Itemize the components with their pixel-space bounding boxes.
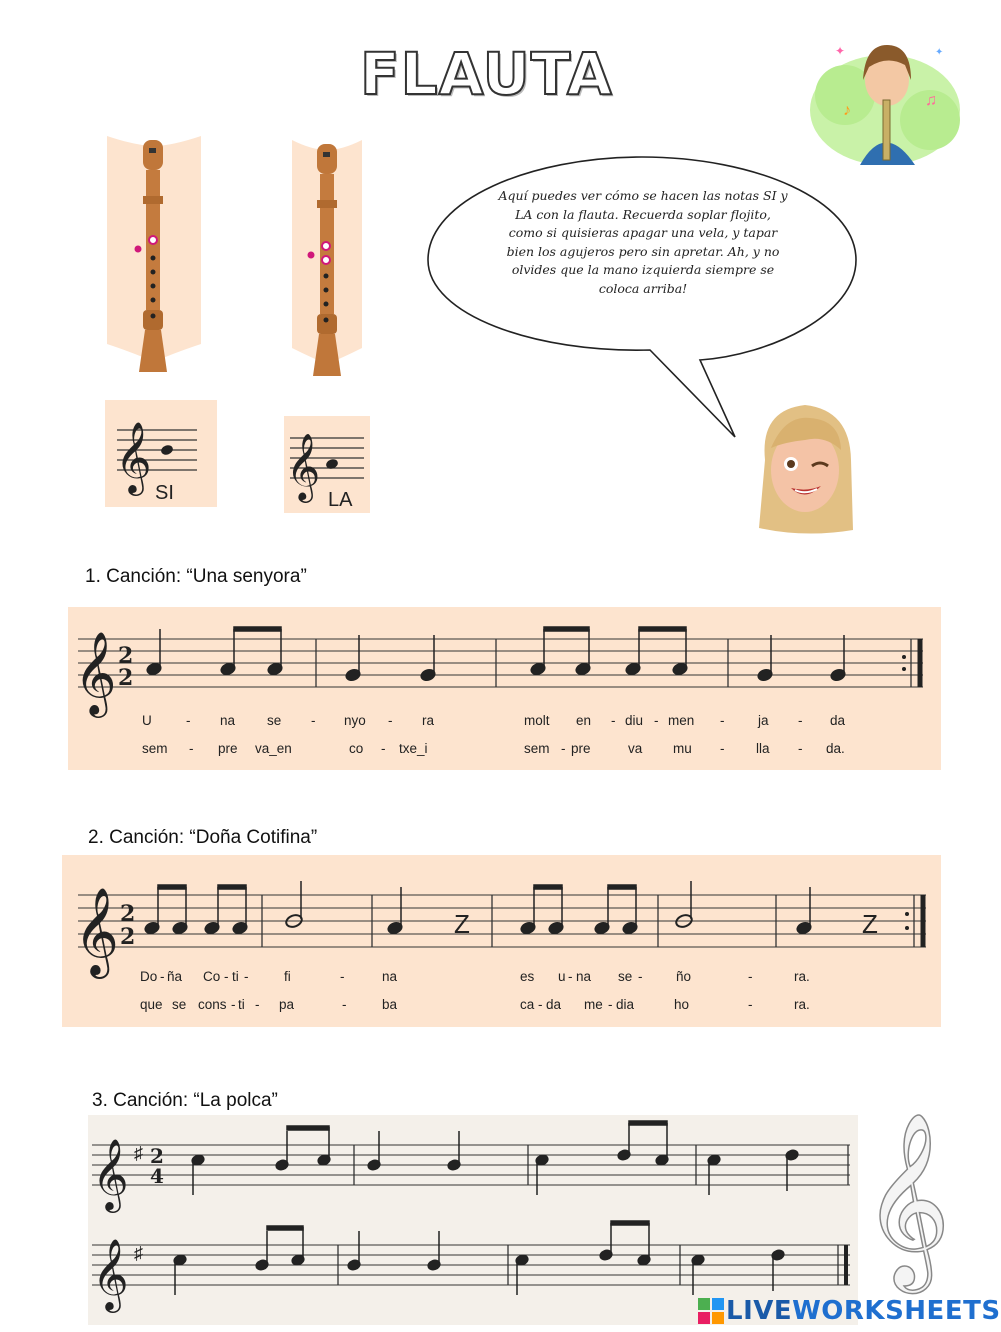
lyric: -	[231, 997, 236, 1012]
lyric: -	[186, 713, 191, 728]
lyric: -	[255, 997, 260, 1012]
lyric: -	[538, 997, 543, 1012]
treble-clef-icon	[862, 1112, 951, 1286]
lyric: que	[140, 997, 163, 1012]
lyric: -	[798, 741, 803, 756]
lyric: -	[748, 997, 753, 1012]
treble-clef-icon: 𝄞	[115, 420, 152, 493]
lyric: -	[748, 969, 753, 984]
lyric: ña	[167, 969, 183, 984]
svg-text:♫: ♫	[925, 92, 937, 109]
svg-text:✦: ✦	[835, 44, 846, 58]
song-1-staff	[68, 607, 941, 714]
time-signature-top: 2	[118, 643, 134, 669]
lyric: na	[220, 713, 236, 728]
lyric: -	[381, 741, 386, 756]
lyric: men	[668, 713, 695, 728]
song-2-staff	[62, 855, 941, 975]
girl-avatar-icon	[755, 400, 857, 535]
treble-clef-icon: 𝄞	[92, 1137, 129, 1210]
logo-icon	[698, 1298, 724, 1324]
lyric: -	[720, 741, 725, 756]
lyric: ho	[674, 997, 690, 1012]
song-2-title: 2. Canción: “Doña Cotifina”	[88, 827, 318, 848]
lyric: na	[576, 969, 592, 984]
time-signature-top: 2	[120, 901, 136, 927]
time-signature-bottom: 4	[150, 1164, 164, 1188]
lyric: ti	[232, 969, 239, 984]
recorder-la-panel	[292, 130, 362, 385]
svg-text:✦: ✦	[935, 47, 944, 58]
lyric: -	[311, 713, 316, 728]
song-1-title: 1. Canción: “Una senyora”	[85, 566, 307, 587]
treble-clef-icon: 𝄞	[74, 886, 119, 975]
lyric: -	[568, 969, 573, 984]
lyric: ra.	[794, 969, 810, 984]
lyric: co	[349, 741, 364, 756]
note-si-card	[105, 400, 217, 507]
note-la-card	[284, 416, 370, 513]
lyric: va_en	[255, 741, 292, 756]
lyric: se	[267, 713, 282, 728]
lyric: ti	[238, 997, 245, 1012]
note-la-label: LA	[328, 489, 353, 511]
recorder-icon	[292, 130, 362, 385]
lyric: diu	[625, 713, 644, 728]
rest-symbol: Z	[862, 909, 878, 939]
lyric: na	[382, 969, 398, 984]
lyric: U	[142, 713, 152, 728]
lyric: ca	[520, 997, 535, 1012]
lyric: pa	[279, 997, 295, 1012]
lyric: ra.	[794, 997, 810, 1012]
logo-text-live: LIVE	[726, 1296, 793, 1326]
lyric: -	[224, 969, 229, 984]
lyric: u	[558, 969, 566, 984]
treble-clef-icon: 𝄞	[74, 630, 117, 714]
song-1-score	[68, 607, 941, 770]
song-3-staff	[88, 1115, 858, 1325]
time-signature-top: 2	[150, 1144, 164, 1168]
lyric: ba	[382, 997, 398, 1012]
lyric: dia	[616, 997, 635, 1012]
svg-text:𝄞: 𝄞	[862, 1112, 951, 1286]
time-signature-bottom: 2	[120, 924, 136, 950]
lyric: -	[798, 713, 803, 728]
lyric: Do	[140, 969, 158, 984]
lyric: ja	[758, 713, 769, 728]
lyric: en	[576, 713, 592, 728]
lyric: -	[160, 969, 165, 984]
lyric: da	[546, 997, 562, 1012]
lyric: nyo	[344, 713, 366, 728]
svg-text:♪: ♪	[843, 102, 851, 119]
lyric: me	[584, 997, 603, 1012]
lyric: da	[830, 713, 846, 728]
page-title: FLAUTA	[360, 40, 613, 108]
lyric: -	[388, 713, 393, 728]
lyric: -	[611, 713, 616, 728]
lyric: -	[638, 969, 643, 984]
lyric: sem	[524, 741, 550, 756]
lyric: -	[561, 741, 566, 756]
rest-symbol: Z	[454, 909, 470, 939]
speech-bubble-text: Aquí puedes ver cómo se hacen las notas SI y LA con la flauta. Recuerda soplar flojito, como si quisieras apagar una vela, y tapar bien los agujeros pero sin apretar. Ah, y no olvides que la mano izquierda siempre se coloca arriba!	[498, 188, 788, 296]
time-signature-bottom: 2	[118, 665, 134, 691]
treble-clef-icon: 𝄞	[286, 432, 321, 500]
lyric: txe_i	[399, 741, 428, 756]
lyric: -	[244, 969, 249, 984]
lyric: ño	[676, 969, 692, 984]
lyric: pre	[571, 741, 591, 756]
treble-clef-icon: 𝄞	[92, 1237, 129, 1310]
lyric: -	[608, 997, 613, 1012]
song-3-title: 3. Canción: “La polca”	[92, 1090, 278, 1111]
lyric: -	[654, 713, 659, 728]
logo-text-worksheets: WORKSHEETS	[792, 1296, 1001, 1326]
lyric: ra	[422, 713, 435, 728]
lyric: -	[340, 969, 345, 984]
lyric: cons	[198, 997, 227, 1012]
lyric: -	[342, 997, 347, 1012]
lyric: fi	[284, 969, 291, 984]
lyric: pre	[218, 741, 238, 756]
lyric: Co	[203, 969, 221, 984]
song-2-score	[62, 855, 941, 1027]
song-3-score	[88, 1115, 858, 1325]
staff-la	[284, 416, 370, 513]
lyric: se	[618, 969, 633, 984]
lyric: -	[720, 713, 725, 728]
lyric: es	[520, 969, 535, 984]
lyric: da.	[826, 741, 845, 756]
note-si-label: SI	[155, 482, 174, 504]
sharp-icon: ♯	[134, 1243, 143, 1263]
lyric: -	[189, 741, 194, 756]
lyric: se	[172, 997, 187, 1012]
lyric: mu	[673, 741, 692, 756]
lyric: molt	[524, 713, 550, 728]
lyric: va	[628, 741, 643, 756]
lyric: sem	[142, 741, 168, 756]
recorder-si-panel	[107, 126, 201, 384]
sharp-icon: ♯	[134, 1143, 143, 1163]
lyric: lla	[756, 741, 770, 756]
recorder-icon	[107, 126, 201, 384]
liveworksheets-logo	[698, 1296, 1001, 1328]
